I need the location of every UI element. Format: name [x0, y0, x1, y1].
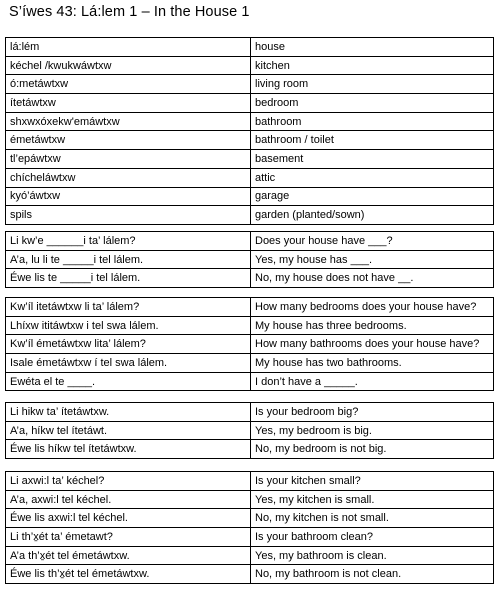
english-cell: kitchen [251, 56, 494, 75]
halqemeylem-cell: Lhíxw ititáwtxw i tel swa lálem. [6, 316, 251, 335]
english-cell: No, my bedroom is not big. [251, 440, 494, 459]
english-cell: Is your bathroom clean? [251, 528, 494, 547]
table-row [6, 528, 494, 547]
halqemeylem-cell: lá:lém [6, 38, 251, 57]
halqemeylem-cell: Li th’x̱ét ta’ émetawt? [6, 528, 251, 547]
bedroom-size-table [5, 402, 494, 459]
table-row [6, 150, 494, 169]
table-row [6, 546, 494, 565]
english-cell: bathroom [251, 112, 494, 131]
table-row [6, 269, 494, 288]
english-cell: bathroom / toilet [251, 131, 494, 150]
halqemeylem-cell: ítetáwtxw [6, 94, 251, 113]
halqemeylem-cell: Éwe lis th’x̱ét tel émetáwtxw. [6, 565, 251, 584]
table-row [6, 206, 494, 225]
english-cell: My house has two bathrooms. [251, 354, 494, 373]
halqemeylem-cell: kéchel /kwukwáwtxw [6, 56, 251, 75]
halqemeylem-cell: kyó’áwtxw [6, 187, 251, 206]
table-row [6, 354, 494, 373]
english-cell: Is your bedroom big? [251, 403, 494, 422]
english-cell: I don’t have a _____. [251, 372, 494, 391]
english-cell: garden (planted/sown) [251, 206, 494, 225]
halqemeylem-cell: spils [6, 206, 251, 225]
halqemeylem-cell: tl’epáwtxw [6, 150, 251, 169]
halqemeylem-cell: A’a th’x̱ét tel émetáwtxw. [6, 546, 251, 565]
halqemeylem-cell: shxwxóxekw'emáwtxw [6, 112, 251, 131]
english-cell: Yes, my house has ___. [251, 250, 494, 269]
halqemeylem-cell: A’a, axwi:l tel kéchel. [6, 490, 251, 509]
table-row [6, 187, 494, 206]
table-row [6, 335, 494, 354]
english-cell: Is your kitchen small? [251, 472, 494, 491]
english-cell: basement [251, 150, 494, 169]
table-row [6, 112, 494, 131]
english-cell: How many bathrooms does your house have? [251, 335, 494, 354]
halqemeylem-cell: Éwe lis axwi:l tel kéchel. [6, 509, 251, 528]
english-cell: Yes, my kitchen is small. [251, 490, 494, 509]
table-row [6, 472, 494, 491]
english-cell: Yes, my bedroom is big. [251, 421, 494, 440]
english-cell: No, my kitchen is not small. [251, 509, 494, 528]
kitchen-bathroom-table [5, 471, 494, 584]
table-row [6, 372, 494, 391]
table-row [6, 56, 494, 75]
halqemeylem-cell: A’a, lu li te _____i tel lálem. [6, 250, 251, 269]
english-cell: garage [251, 187, 494, 206]
halqemeylem-cell: Isale émetáwtxw í tel swa lálem. [6, 354, 251, 373]
halqemeylem-cell: Li kw’e ______i ta’ lálem? [6, 232, 251, 251]
halqemeylem-cell: chícheláwtxw [6, 168, 251, 187]
halqemeylem-cell: Éwe lis híkw tel ítetáwtxw. [6, 440, 251, 459]
table-row [6, 490, 494, 509]
house-have-phrases-table [5, 231, 494, 288]
table-row [6, 94, 494, 113]
english-cell: My house has three bedrooms. [251, 316, 494, 335]
table-row [6, 565, 494, 584]
vocabulary-table [5, 37, 494, 225]
table-row [6, 75, 494, 94]
table-row [6, 440, 494, 459]
table-row [6, 298, 494, 317]
english-cell: attic [251, 168, 494, 187]
table-row [6, 168, 494, 187]
halqemeylem-cell: ó:metáwtxw [6, 75, 251, 94]
page-title: S’íwes 43: Lá:lem 1 – In the House 1 [9, 4, 250, 20]
halqemeylem-cell: Li hikw ta’ ítetáwtxw. [6, 403, 251, 422]
halqemeylem-cell: Kw’íl émetáwtxw lita’ lálem? [6, 335, 251, 354]
table-row [6, 232, 494, 251]
english-cell: bedroom [251, 94, 494, 113]
halqemeylem-cell: Li axwi:l ta’ kéchel? [6, 472, 251, 491]
halqemeylem-cell: Kw’íl itetáwtxw li ta’ lálem? [6, 298, 251, 317]
english-cell: Does your house have ___? [251, 232, 494, 251]
halqemeylem-cell: Ewéta el te ____. [6, 372, 251, 391]
table-row [6, 131, 494, 150]
english-cell: house [251, 38, 494, 57]
table-row [6, 38, 494, 57]
table-row [6, 250, 494, 269]
english-cell: Yes, my bathroom is clean. [251, 546, 494, 565]
how-many-rooms-table [5, 297, 494, 391]
table-row [6, 316, 494, 335]
halqemeylem-cell: A’a, híkw tel ítetáwt. [6, 421, 251, 440]
table-row [6, 421, 494, 440]
table-row [6, 403, 494, 422]
halqemeylem-cell: émetáwtxw [6, 131, 251, 150]
english-cell: No, my bathroom is not clean. [251, 565, 494, 584]
halqemeylem-cell: Éwe lis te _____i tel lálem. [6, 269, 251, 288]
english-cell: No, my house does not have __. [251, 269, 494, 288]
english-cell: How many bedrooms does your house have? [251, 298, 494, 317]
english-cell: living room [251, 75, 494, 94]
table-row [6, 509, 494, 528]
